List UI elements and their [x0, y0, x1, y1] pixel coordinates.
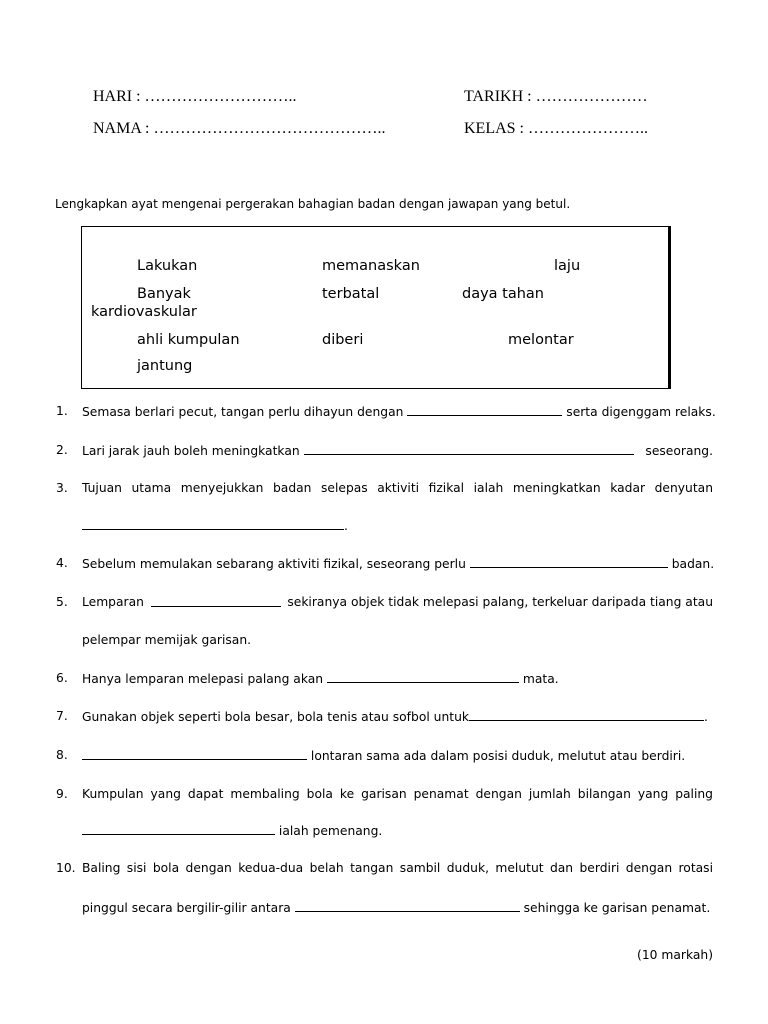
tarikh-field: TARIKH : ………………… [464, 88, 648, 105]
answer-blank[interactable] [304, 443, 634, 455]
word-bank-item: Lakukan [137, 258, 198, 274]
answer-blank[interactable] [82, 748, 307, 760]
total-marks: (10 markah) [637, 948, 713, 962]
question-10-continuation: pinggul secara bergilir-gilir antara sehingga ke garisan penamat. [82, 901, 711, 915]
word-bank-item: ahli kumpulan [137, 332, 240, 348]
word-bank-item: memanaskan [322, 258, 420, 274]
question-3-continuation: . [82, 518, 348, 533]
answer-blank[interactable] [151, 595, 281, 607]
word-bank-item: Banyak [137, 286, 191, 302]
answer-blank[interactable] [327, 671, 519, 683]
answer-blank[interactable] [82, 518, 344, 530]
word-bank-item: melontar [508, 332, 574, 348]
answer-blank[interactable] [407, 404, 562, 416]
word-bank-box [81, 226, 671, 389]
word-bank-item: diberi [322, 332, 364, 348]
word-bank-item: jantung [137, 358, 193, 374]
answer-blank[interactable] [469, 709, 704, 721]
word-bank-item: terbatal [322, 286, 380, 302]
hari-field: HARI : ……………………….. [93, 88, 297, 105]
question-5-continuation: pelempar memijak garisan. [82, 633, 252, 647]
nama-field: NAMA : …………………………………….. [93, 120, 386, 137]
word-bank-item: laju [554, 258, 581, 274]
answer-blank[interactable] [470, 556, 668, 568]
kelas-field: KELAS : ………………….. [464, 120, 648, 137]
answer-blank[interactable] [82, 823, 275, 835]
answer-blank[interactable] [295, 900, 520, 912]
word-bank-item: daya tahan [462, 286, 545, 302]
instruction-text: Lengkapkan ayat mengenai pergerakan bahagian badan dengan jawapan yang betul. [55, 197, 571, 211]
word-bank-item: kardiovaskular [91, 304, 197, 320]
question-9-continuation: ialah pemenang. [82, 823, 382, 838]
